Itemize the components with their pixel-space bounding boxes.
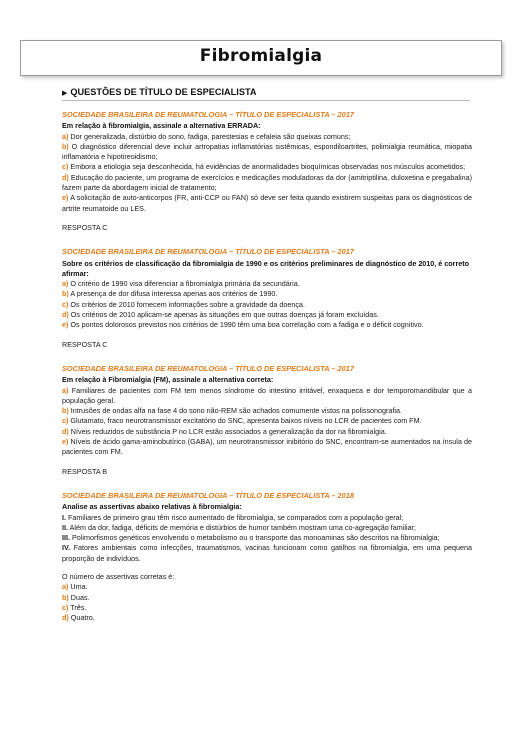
option-text: O diagnóstico diferencial deve incluir artropatias inflamatórias sistêmicas, espondiloartrites, polimialgia reumática, miopatia inflamatória e hipotireoidismo;: [62, 141, 472, 162]
option-letter: c): [62, 602, 69, 612]
title-banner: [20, 40, 502, 76]
option-d: [62, 613, 472, 623]
option-b: [62, 406, 472, 416]
option-text: Duas.: [70, 592, 90, 602]
option-a: [62, 582, 472, 592]
question-stem: Em relação à Fibromialgia (FM), assinale a alternativa correta:: [62, 375, 274, 385]
option-text: Três.: [70, 602, 87, 612]
answer-line: RESPOSTA C: [62, 339, 108, 349]
option-text: A presença de dor difusa interessa apenas aos critérios de 1990.: [70, 289, 278, 299]
assertion-number: IV.: [62, 543, 71, 553]
question-3: [62, 364, 472, 477]
option-letter: d): [62, 172, 69, 182]
question-source: SOCIEDADE BRASILEIRA DE REUMATOLOGIA – TÍTULO DE ESPECIALISTA – 2018: [62, 490, 354, 500]
option-text: Os pontos dolorosos previstos nos critérios de 1990 têm uma boa correlação com a fadiga e o déficit cognitivo.: [70, 320, 424, 330]
page-title: Fibromialgia: [199, 46, 323, 66]
question-source: SOCIEDADE BRASILEIRA DE REUMATOLOGIA – TÍTULO DE ESPECIALISTA – 2017: [62, 363, 354, 373]
option-text: Familiares de pacientes com FM tem menos síndrome do intestino irritável, enxaqueca e dor temporomandibular que a população geral.: [62, 385, 472, 405]
option-text: Os critérios de 2010 aplicam-se apenas às situações em que outras doenças já foram excluídas.: [70, 310, 379, 320]
option-e: [62, 437, 472, 458]
option-text: O critério de 1990 visa diferenciar a fibromialgia primária da secundária.: [70, 279, 300, 289]
option-c: [62, 300, 472, 310]
option-text: A solicitação de auto-anticorpos (FR, anti-CCP ou FAN) só deve ser feita quando existirem suspeitas para os diagnósticos de artrite reumatoide ou LES.: [62, 193, 472, 213]
assertion-text: Além da dor, fadiga, déficits de memória e distúrbios de humor também mostram uma co-agregação familiar;: [69, 522, 416, 532]
option-text: Quatro.: [70, 613, 95, 623]
option-text: Intrusões de ondas alfa na fase 4 do sono não-REM são achados comumente vistos na polissonografia.: [70, 406, 403, 416]
option-a: [62, 279, 472, 289]
option-text: Embora a etiologia seja desconhecida, há evidências de anormalidades bioquímicas observadas nos músculos acometidos;: [70, 162, 466, 172]
question-source: SOCIEDADE BRASILEIRA DE REUMATOLOGIA – TÍTULO DE ESPECIALISTA – 2017: [62, 110, 354, 119]
option-letter: d): [62, 613, 69, 623]
question-stem: Sobre os critérios de classificação da fibromialgia de 1990 e os critérios preliminares de diagnóstico de 2010, é correto afirmar:: [62, 258, 470, 278]
triangle-bullet-icon: ▶: [62, 90, 68, 97]
option-e: [62, 320, 472, 330]
section-heading: [62, 87, 470, 101]
answer-line: RESPOSTA C: [62, 222, 108, 232]
option-c: [62, 603, 472, 613]
option-letter: e): [62, 437, 69, 447]
question-stem: Analise as assertivas abaixo relativas à fibromialgia:: [62, 502, 242, 512]
option-letter: b): [62, 289, 69, 299]
option-letter: c): [62, 299, 69, 309]
option-letter: b): [62, 406, 69, 416]
option-text: Glutamato, fraco neurotransmissor excitatório do SNC, apresenta baixos níveis no LCR de pacientes com FM.: [70, 416, 422, 426]
option-text: Educação do paciente, um programa de exercícios e medicações moduladoras da dor (amitriptilina, duloxetina e pregabalina) fazem parte da abordagem inicial de tratamento;: [62, 172, 472, 193]
option-a: [62, 386, 472, 407]
option-text: Uma.: [70, 582, 88, 592]
option-text: Dor generalizada, distúrbio do sono, fadiga, parestesias e cefaleia são queixas comuns;: [70, 131, 351, 141]
assertion-number: I.: [62, 512, 66, 522]
assertion-4: [62, 543, 472, 564]
question-2: [62, 247, 472, 350]
answer-line: RESPOSTA B: [62, 466, 108, 476]
questions-list: [62, 110, 472, 632]
question-source: SOCIEDADE BRASILEIRA DE REUMATOLOGIA – TÍTULO DE ESPECIALISTA – 2017: [62, 247, 354, 257]
option-text: Os critérios de 2010 fornecem informações sobre a gravidade da doença.: [70, 299, 305, 309]
assertion-number: III.: [62, 533, 70, 543]
option-text: Níveis reduzidos de substância P no LCR estão associados a generalização da dor na fibromialgia.: [70, 426, 387, 436]
option-letter: b): [62, 141, 69, 151]
assertion-1: [62, 513, 472, 523]
assertion-number: II.: [62, 522, 68, 532]
option-e: [62, 193, 472, 214]
assertion-3: [62, 533, 472, 543]
question-1: [62, 110, 472, 233]
option-b: [62, 289, 472, 299]
assertion-text: Polimorfismos genéticos envolvendo o metabolismo ou o transporte das monoaminas são descritos na fibromialgia;: [72, 533, 440, 543]
option-letter: e): [62, 193, 69, 203]
option-letter: a): [62, 279, 69, 289]
option-letter: a): [62, 385, 69, 395]
option-b: [62, 142, 472, 163]
option-letter: c): [62, 162, 69, 172]
assertion-text: Fatores ambientais como infecções, traumatismos, vacinas funcionam como gatilhos na fibromialgia, em uma pequena proporção de indivíduos.: [62, 543, 472, 563]
option-letter: d): [62, 310, 69, 320]
section-heading-text: QUESTÕES DE TÍTULO DE ESPECIALISTA: [70, 87, 257, 97]
question-stem: Em relação à fibromialgia, assinale a alternativa ERRADA:: [62, 121, 261, 131]
assertion-text: Familiares de primeiro grau têm risco aumentado de fibromialgia, se comparados com a população geral;: [68, 512, 404, 522]
option-letter: a): [62, 582, 69, 592]
option-d: [62, 427, 472, 437]
option-letter: e): [62, 320, 69, 330]
option-b: [62, 593, 472, 603]
option-a: [62, 132, 472, 142]
option-d: [62, 173, 472, 194]
option-c: [62, 416, 472, 426]
option-text: Níveis de ácido gama-aminobutírico (GABA), um neurotransmissor inibitório do SNC, encontram-se aumentados na ínsula de pacientes com FM.: [62, 437, 472, 457]
option-letter: c): [62, 416, 69, 426]
option-letter: d): [62, 426, 69, 436]
option-d: [62, 310, 472, 320]
question-prompt: O número de assertivas corretas é:: [62, 571, 175, 581]
question-4: [62, 491, 472, 624]
assertion-2: [62, 523, 472, 533]
option-letter: a): [62, 131, 69, 141]
option-letter: b): [62, 592, 69, 602]
option-c: [62, 162, 472, 172]
